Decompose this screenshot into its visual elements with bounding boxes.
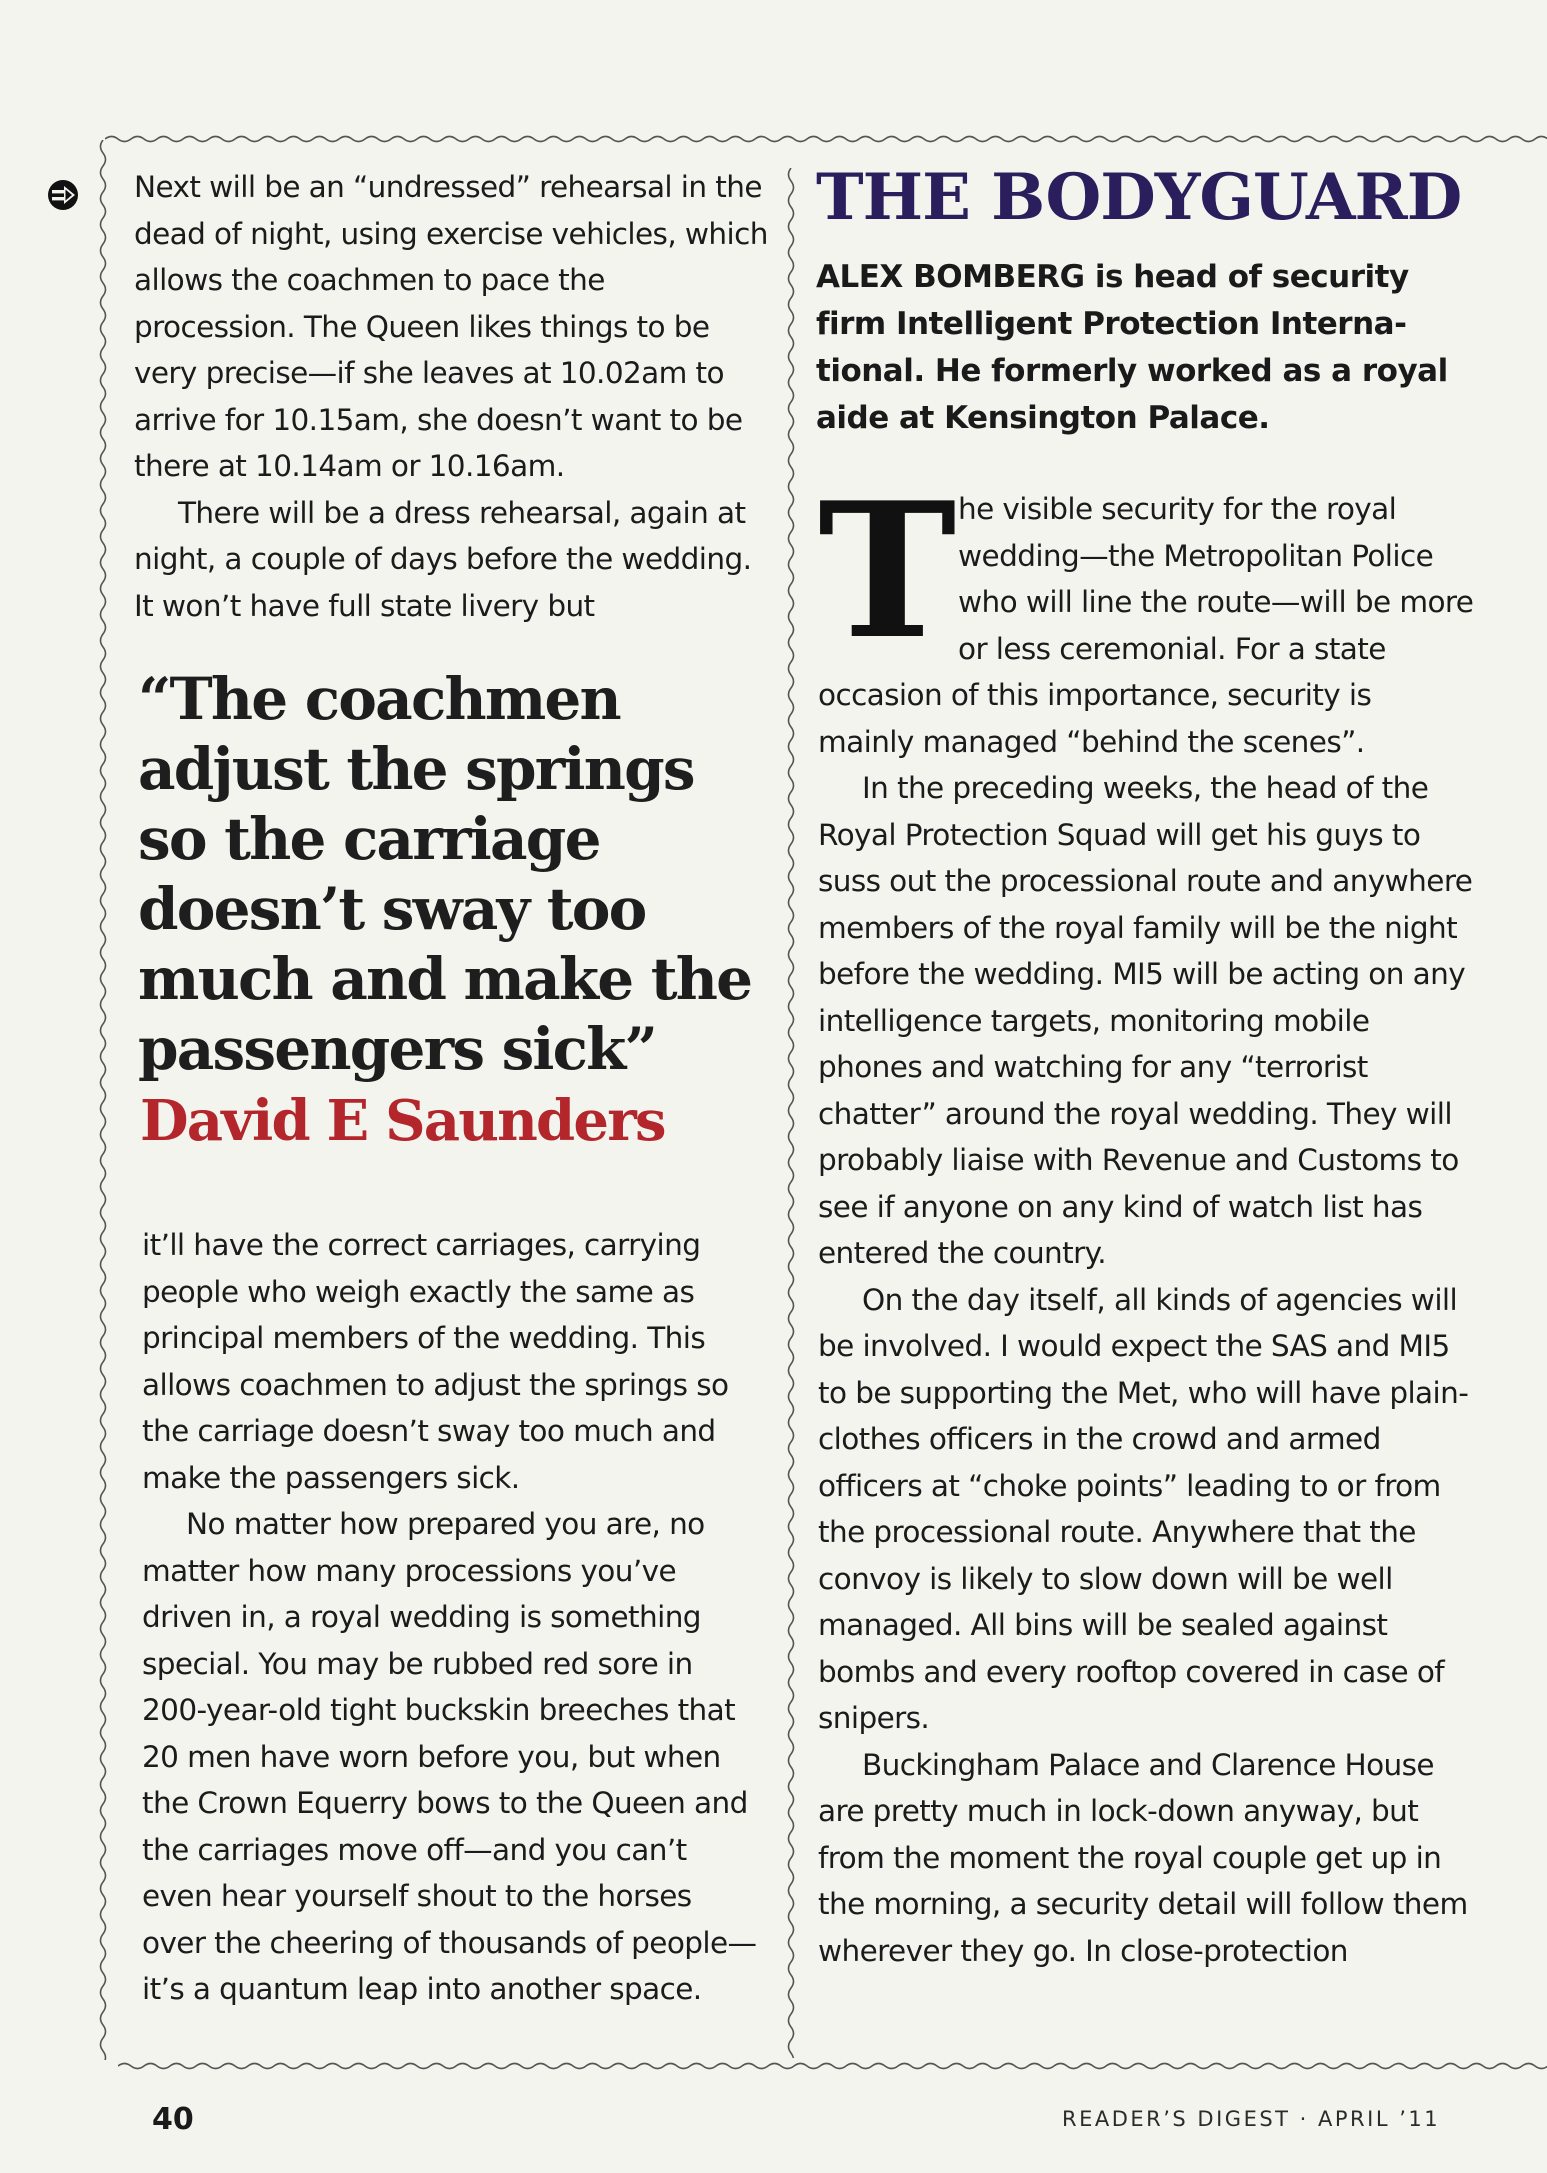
right-paragraph-4: Buckingham Palace and Clarence House are pretty much in lock-down anyway, but from the moment the royal couple get up in the morning, a security detail will follow them wherever they go. In close-protection (818, 1747, 1468, 1968)
right-paragraph-1 (818, 461, 1474, 765)
article-intro: ALEX BOMBERG is head of security firm Intelligent Protection Interna-tional. He formerly worked as a royal aide at Kensington Palace. (816, 259, 1448, 436)
column-divider (780, 168, 802, 2058)
article-headline: THE BODYGUARD (816, 160, 1462, 235)
frame-top-divider (105, 126, 1547, 152)
magazine-issue-label: READER’S DIGEST · APRIL ’11 (1062, 2107, 1441, 2131)
left-paragraph-4: No matter how prepared you are, no matter how many processions you’ve driven in, a royal wedding is something special. You may be rubbed red sore in 200-year-old tight buckskin breeches that 20 men have worn before you, but when the Crown Equerry bows to the Queen and the carriages move off—and you can’t even hear yourself shout to the horses over the cheering of thousands of people—it’s a quantum leap into another space. (142, 1507, 757, 2006)
pull-quote: “The coachmen adjust the springs so the carriage doesn’t sway too much and make the passengers sick” (138, 665, 752, 1083)
page-number: 40 (152, 2102, 194, 2137)
left-column-top (134, 164, 774, 629)
arrow-right-circle-icon (46, 178, 80, 212)
right-paragraph-1-text: he visible security for the royal wedding—the Metropolitan Police who will line the route—will be more or less ceremonial. For a state occasion of this importance, security is mainly managed “behind the scenes”. (818, 492, 1474, 759)
frame-left-divider (92, 140, 114, 2060)
right-paragraph-3: On the day itself, all kinds of agencies will be involved. I would expect the SAS and MI5 to be supporting the Met, who will have plain-clothes officers in the crowd and armed officers at “choke points” leading to or from the processional route. Anywhere that the convoy is likely to slow down will be well managed. All bins will be sealed against bombs and every rooftop covered in case of snipers. (818, 1282, 1469, 1735)
frame-bottom-divider (118, 2053, 1547, 2079)
right-paragraph-2: In the preceding weeks, the head of the Royal Protection Squad will get his guys to suss out the processional route and anywhere members of the royal family will be the night before the wedding. MI5 will be acting on any intelligence targets, monitoring mobile phones and watching for any “terrorist chatter” around the royal wedding. They will probably liaise with Revenue and Customs to see if anyone on any kind of watch list has entered the country. (818, 771, 1473, 1270)
left-paragraph-1: Next will be an “undressed” rehearsal in the dead of night, using exercise vehicles, which allows the coachmen to pace the procession. The Queen likes things to be very precise—if she leaves at 10.02am to arrive for 10.15am, she doesn’t want to be there at 10.14am or 10.16am. (134, 170, 768, 483)
left-paragraph-3: it’ll have the correct carriages, carrying people who weigh exactly the same as principal members of the wedding. This allows coachmen to adjust the springs so the carriage doesn’t sway too much and make the passengers sick. (142, 1228, 729, 1495)
left-column-bottom (142, 1222, 762, 2013)
drop-cap: T (818, 461, 956, 680)
right-column-body (818, 461, 1474, 1974)
left-paragraph-2: There will be a dress rehearsal, again at night, a couple of days before the wedding. It won’t have full state livery but (134, 495, 752, 623)
pull-quote-attribution: David E Saunders (140, 1088, 665, 1154)
